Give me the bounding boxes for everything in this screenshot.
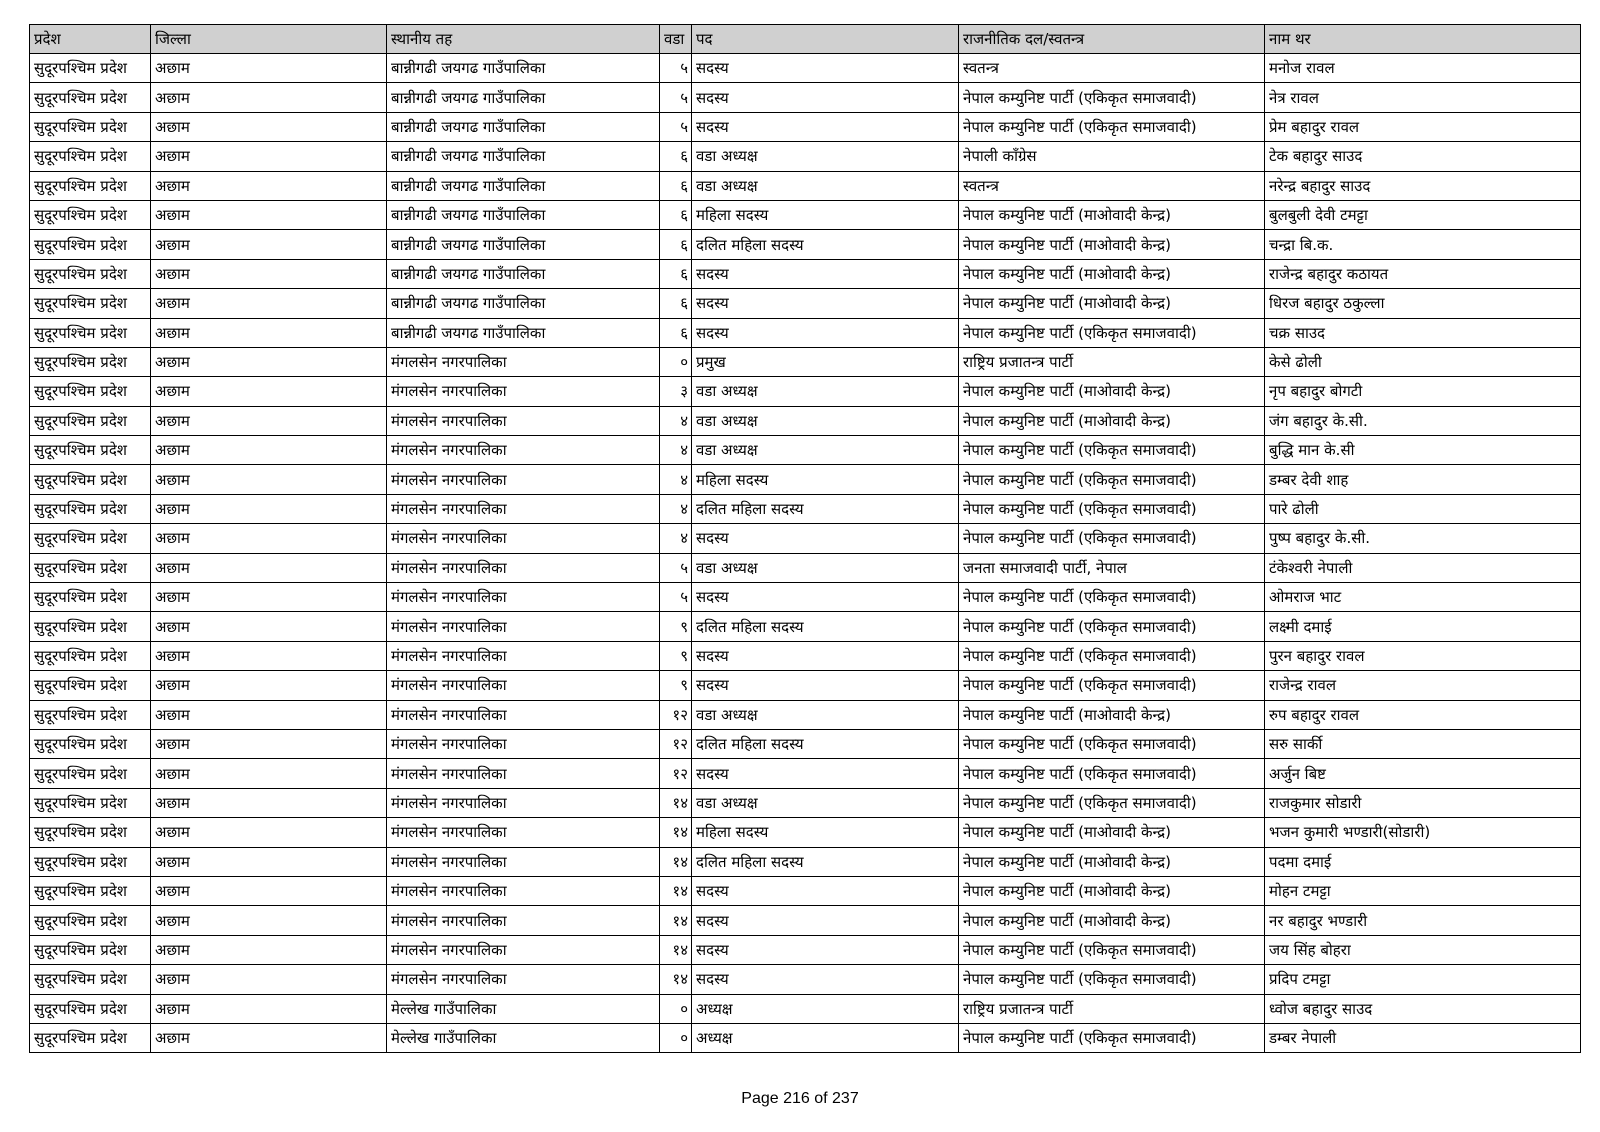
cell-position: दलित महिला सदस्य: [692, 847, 959, 876]
cell-local-level: मंगलसेन नगरपालिका: [387, 347, 660, 376]
cell-province: सुदूरपश्चिम प्रदेश: [30, 259, 151, 288]
cell-ward: ९: [660, 612, 692, 641]
cell-district: अछाम: [151, 994, 387, 1023]
cell-district: अछाम: [151, 583, 387, 612]
cell-local-level: बान्नीगढी जयगढ गाउँपालिका: [387, 200, 660, 229]
results-table: [29, 24, 1581, 1053]
cell-position: सदस्य: [692, 83, 959, 112]
cell-local-level: मंगलसेन नगरपालिका: [387, 847, 660, 876]
cell-district: अछाम: [151, 436, 387, 465]
cell-ward: १४: [660, 876, 692, 905]
table-row: [30, 1023, 1581, 1052]
cell-position: सदस्य: [692, 54, 959, 83]
table-row: [30, 436, 1581, 465]
cell-party: नेपाल कम्युनिष्ट पार्टी (एकिकृत समाजवादी): [959, 612, 1265, 641]
cell-ward: ६: [660, 200, 692, 229]
cell-name: चक्र साउद: [1265, 318, 1581, 347]
cell-province: सुदूरपश्चिम प्रदेश: [30, 289, 151, 318]
cell-local-level: मंगलसेन नगरपालिका: [387, 553, 660, 582]
cell-ward: ६: [660, 289, 692, 318]
cell-ward: ४: [660, 436, 692, 465]
table-row: [30, 906, 1581, 935]
cell-district: अछाम: [151, 612, 387, 641]
table-row: [30, 112, 1581, 141]
table-row: [30, 259, 1581, 288]
cell-local-level: बान्नीगढी जयगढ गाउँपालिका: [387, 54, 660, 83]
table-row: [30, 935, 1581, 964]
cell-ward: ०: [660, 1023, 692, 1052]
cell-position: वडा अध्यक्ष: [692, 553, 959, 582]
cell-local-level: मंगलसेन नगरपालिका: [387, 788, 660, 817]
cell-province: सुदूरपश्चिम प्रदेश: [30, 83, 151, 112]
cell-province: सुदूरपश्चिम प्रदेश: [30, 377, 151, 406]
cell-district: अछाम: [151, 641, 387, 670]
cell-party: नेपाल कम्युनिष्ट पार्टी (एकिकृत समाजवादी): [959, 112, 1265, 141]
table-row: [30, 171, 1581, 200]
cell-party: नेपाल कम्युनिष्ट पार्टी (एकिकृत समाजवादी): [959, 641, 1265, 670]
cell-local-level: मंगलसेन नगरपालिका: [387, 377, 660, 406]
cell-province: सुदूरपश्चिम प्रदेश: [30, 700, 151, 729]
cell-name: राजकुमार सोडारी: [1265, 788, 1581, 817]
cell-province: सुदूरपश्चिम प्रदेश: [30, 583, 151, 612]
column-header-party: राजनीतिक दल/स्वतन्त्र: [959, 25, 1265, 54]
cell-local-level: मंगलसेन नगरपालिका: [387, 965, 660, 994]
cell-party: नेपाल कम्युनिष्ट पार्टी (एकिकृत समाजवादी): [959, 583, 1265, 612]
cell-name: केसे ढोली: [1265, 347, 1581, 376]
cell-party: नेपाल कम्युनिष्ट पार्टी (माओवादी केन्द्र): [959, 700, 1265, 729]
cell-province: सुदूरपश्चिम प्रदेश: [30, 818, 151, 847]
cell-province: सुदूरपश्चिम प्रदेश: [30, 847, 151, 876]
cell-district: अछाम: [151, 318, 387, 347]
cell-party: नेपाल कम्युनिष्ट पार्टी (माओवादी केन्द्र): [959, 259, 1265, 288]
cell-position: प्रमुख: [692, 347, 959, 376]
cell-district: अछाम: [151, 906, 387, 935]
cell-position: वडा अध्यक्ष: [692, 171, 959, 200]
cell-name: पुष्प बहादुर के.सी.: [1265, 524, 1581, 553]
cell-name: नर बहादुर भण्डारी: [1265, 906, 1581, 935]
cell-district: अछाम: [151, 289, 387, 318]
cell-name: जय सिंह बोहरा: [1265, 935, 1581, 964]
cell-position: वडा अध्यक्ष: [692, 788, 959, 817]
cell-party: नेपाल कम्युनिष्ट पार्टी (एकिकृत समाजवादी): [959, 83, 1265, 112]
table-row: [30, 818, 1581, 847]
cell-position: सदस्य: [692, 289, 959, 318]
cell-province: सुदूरपश्चिम प्रदेश: [30, 729, 151, 758]
cell-party: नेपाल कम्युनिष्ट पार्टी (एकिकृत समाजवादी): [959, 671, 1265, 700]
cell-province: सुदूरपश्चिम प्रदेश: [30, 994, 151, 1023]
cell-name: डम्बर देवी शाह: [1265, 465, 1581, 494]
cell-district: अछाम: [151, 142, 387, 171]
table-row: [30, 788, 1581, 817]
cell-district: अछाम: [151, 847, 387, 876]
table-row: [30, 729, 1581, 758]
page-footer: Page 216 of 237: [741, 1090, 859, 1107]
cell-local-level: मंगलसेन नगरपालिका: [387, 906, 660, 935]
cell-district: अछाम: [151, 377, 387, 406]
cell-name: नृप बहादुर बोगटी: [1265, 377, 1581, 406]
cell-ward: १४: [660, 788, 692, 817]
cell-local-level: मंगलसेन नगरपालिका: [387, 700, 660, 729]
cell-name: नरेन्द्र बहादुर साउद: [1265, 171, 1581, 200]
cell-district: अछाम: [151, 759, 387, 788]
cell-ward: १४: [660, 935, 692, 964]
cell-ward: १४: [660, 847, 692, 876]
cell-province: सुदूरपश्चिम प्रदेश: [30, 612, 151, 641]
cell-position: सदस्य: [692, 876, 959, 905]
cell-position: सदस्य: [692, 641, 959, 670]
table-row: [30, 876, 1581, 905]
cell-ward: ३: [660, 377, 692, 406]
table-row: [30, 200, 1581, 229]
column-header-province: प्रदेश: [30, 25, 151, 54]
cell-name: ध्वोज बहादुर साउद: [1265, 994, 1581, 1023]
cell-province: सुदूरपश्चिम प्रदेश: [30, 671, 151, 700]
cell-ward: ४: [660, 494, 692, 523]
cell-party: नेपाल कम्युनिष्ट पार्टी (माओवादी केन्द्र): [959, 377, 1265, 406]
cell-party: राष्ट्रिय प्रजातन्त्र पार्टी: [959, 994, 1265, 1023]
cell-ward: ५: [660, 553, 692, 582]
cell-local-level: मंगलसेन नगरपालिका: [387, 876, 660, 905]
cell-ward: ६: [660, 259, 692, 288]
cell-local-level: मंगलसेन नगरपालिका: [387, 759, 660, 788]
cell-party: नेपाल कम्युनिष्ट पार्टी (एकिकृत समाजवादी): [959, 465, 1265, 494]
column-header-local-level: स्थानीय तह: [387, 25, 660, 54]
cell-local-level: मंगलसेन नगरपालिका: [387, 729, 660, 758]
cell-ward: ०: [660, 347, 692, 376]
cell-ward: ०: [660, 994, 692, 1023]
cell-local-level: मंगलसेन नगरपालिका: [387, 612, 660, 641]
cell-name: भजन कुमारी भण्डारी(सोडारी): [1265, 818, 1581, 847]
cell-party: नेपाल कम्युनिष्ट पार्टी (माओवादी केन्द्र): [959, 289, 1265, 318]
cell-ward: ५: [660, 112, 692, 141]
cell-local-level: मंगलसेन नगरपालिका: [387, 436, 660, 465]
table-row: [30, 553, 1581, 582]
cell-party: नेपाल कम्युनिष्ट पार्टी (माओवादी केन्द्र): [959, 818, 1265, 847]
table-row: [30, 994, 1581, 1023]
cell-district: अछाम: [151, 553, 387, 582]
cell-district: अछाम: [151, 876, 387, 905]
cell-local-level: मंगलसेन नगरपालिका: [387, 641, 660, 670]
cell-local-level: मेल्लेख गाउँपालिका: [387, 1023, 660, 1052]
cell-district: अछाम: [151, 524, 387, 553]
cell-province: सुदूरपश्चिम प्रदेश: [30, 494, 151, 523]
table-row: [30, 965, 1581, 994]
cell-name: बुद्धि मान के.सी: [1265, 436, 1581, 465]
cell-local-level: बान्नीगढी जयगढ गाउँपालिका: [387, 142, 660, 171]
cell-name: चन्द्रा बि.क.: [1265, 230, 1581, 259]
cell-position: सदस्य: [692, 759, 959, 788]
table-row: [30, 612, 1581, 641]
cell-local-level: बान्नीगढी जयगढ गाउँपालिका: [387, 318, 660, 347]
cell-position: महिला सदस्य: [692, 818, 959, 847]
cell-party: नेपाल कम्युनिष्ट पार्टी (एकिकृत समाजवादी): [959, 1023, 1265, 1052]
cell-district: अछाम: [151, 259, 387, 288]
cell-name: सरु सार्की: [1265, 729, 1581, 758]
table-row: [30, 700, 1581, 729]
cell-party: नेपाल कम्युनिष्ट पार्टी (एकिकृत समाजवादी): [959, 318, 1265, 347]
cell-position: सदस्य: [692, 259, 959, 288]
table-body: [30, 54, 1581, 1053]
cell-name: लक्ष्मी दमाई: [1265, 612, 1581, 641]
cell-ward: १४: [660, 818, 692, 847]
cell-local-level: मंगलसेन नगरपालिका: [387, 494, 660, 523]
table-row: [30, 494, 1581, 523]
cell-district: अछाम: [151, 200, 387, 229]
cell-party: नेपाली काँग्रेस: [959, 142, 1265, 171]
cell-ward: ४: [660, 465, 692, 494]
cell-party: नेपाल कम्युनिष्ट पार्टी (एकिकृत समाजवादी): [959, 759, 1265, 788]
cell-name: पारे ढोली: [1265, 494, 1581, 523]
cell-party: नेपाल कम्युनिष्ट पार्टी (माओवादी केन्द्र): [959, 230, 1265, 259]
cell-position: सदस्य: [692, 671, 959, 700]
cell-party: राष्ट्रिय प्रजातन्त्र पार्टी: [959, 347, 1265, 376]
cell-position: सदस्य: [692, 318, 959, 347]
table-row: [30, 583, 1581, 612]
cell-local-level: मंगलसेन नगरपालिका: [387, 818, 660, 847]
cell-position: अध्यक्ष: [692, 994, 959, 1023]
cell-local-level: मंगलसेन नगरपालिका: [387, 583, 660, 612]
cell-province: सुदूरपश्चिम प्रदेश: [30, 171, 151, 200]
table-header-row: [30, 25, 1581, 54]
cell-ward: १२: [660, 700, 692, 729]
cell-party: नेपाल कम्युनिष्ट पार्टी (माओवादी केन्द्र): [959, 847, 1265, 876]
cell-local-level: बान्नीगढी जयगढ गाउँपालिका: [387, 259, 660, 288]
cell-province: सुदूरपश्चिम प्रदेश: [30, 112, 151, 141]
cell-name: ओमराज भाट: [1265, 583, 1581, 612]
cell-local-level: मेल्लेख गाउँपालिका: [387, 994, 660, 1023]
cell-local-level: मंगलसेन नगरपालिका: [387, 524, 660, 553]
cell-province: सुदूरपश्चिम प्रदेश: [30, 788, 151, 817]
cell-district: अछाम: [151, 729, 387, 758]
cell-local-level: मंगलसेन नगरपालिका: [387, 406, 660, 435]
cell-district: अछाम: [151, 935, 387, 964]
cell-name: अर्जुन बिष्ट: [1265, 759, 1581, 788]
cell-district: अछाम: [151, 1023, 387, 1052]
cell-district: अछाम: [151, 112, 387, 141]
cell-ward: ९: [660, 671, 692, 700]
cell-position: वडा अध्यक्ष: [692, 406, 959, 435]
table-row: [30, 289, 1581, 318]
cell-district: अछाम: [151, 54, 387, 83]
cell-position: सदस्य: [692, 583, 959, 612]
cell-ward: १२: [660, 759, 692, 788]
table-row: [30, 847, 1581, 876]
cell-position: वडा अध्यक्ष: [692, 142, 959, 171]
cell-province: सुदूरपश्चिम प्रदेश: [30, 524, 151, 553]
cell-party: नेपाल कम्युनिष्ट पार्टी (माओवादी केन्द्र): [959, 906, 1265, 935]
cell-ward: ९: [660, 641, 692, 670]
cell-local-level: मंगलसेन नगरपालिका: [387, 935, 660, 964]
results-sheet: [29, 24, 1580, 1053]
cell-party: नेपाल कम्युनिष्ट पार्टी (माओवादी केन्द्र): [959, 200, 1265, 229]
cell-local-level: बान्नीगढी जयगढ गाउँपालिका: [387, 83, 660, 112]
cell-ward: ५: [660, 583, 692, 612]
table-row: [30, 230, 1581, 259]
cell-name: रुप बहादुर रावल: [1265, 700, 1581, 729]
cell-ward: ४: [660, 406, 692, 435]
cell-party: नेपाल कम्युनिष्ट पार्टी (एकिकृत समाजवादी): [959, 436, 1265, 465]
table-row: [30, 142, 1581, 171]
cell-district: अछाम: [151, 671, 387, 700]
cell-position: वडा अध्यक्ष: [692, 436, 959, 465]
cell-ward: ४: [660, 524, 692, 553]
table-row: [30, 759, 1581, 788]
cell-district: अछाम: [151, 406, 387, 435]
cell-name: राजेन्द्र बहादुर कठायत: [1265, 259, 1581, 288]
cell-province: सुदूरपश्चिम प्रदेश: [30, 906, 151, 935]
cell-province: सुदूरपश्चिम प्रदेश: [30, 436, 151, 465]
cell-position: दलित महिला सदस्य: [692, 729, 959, 758]
cell-position: महिला सदस्य: [692, 465, 959, 494]
column-header-district: जिल्ला: [151, 25, 387, 54]
cell-party: जनता समाजवादी पार्टी, नेपाल: [959, 553, 1265, 582]
cell-name: धिरज बहादुर ठकुल्ला: [1265, 289, 1581, 318]
cell-party: नेपाल कम्युनिष्ट पार्टी (एकिकृत समाजवादी): [959, 494, 1265, 523]
cell-province: सुदूरपश्चिम प्रदेश: [30, 553, 151, 582]
table-row: [30, 671, 1581, 700]
cell-district: अछाम: [151, 494, 387, 523]
cell-position: सदस्य: [692, 906, 959, 935]
cell-province: सुदूरपश्चिम प्रदेश: [30, 406, 151, 435]
cell-district: अछाम: [151, 230, 387, 259]
cell-name: नेत्र रावल: [1265, 83, 1581, 112]
cell-party: नेपाल कम्युनिष्ट पार्टी (एकिकृत समाजवादी): [959, 788, 1265, 817]
cell-position: सदस्य: [692, 965, 959, 994]
column-header-name: नाम थर: [1265, 25, 1581, 54]
cell-district: अछाम: [151, 171, 387, 200]
cell-ward: ६: [660, 318, 692, 347]
cell-party: स्वतन्त्र: [959, 54, 1265, 83]
cell-party: नेपाल कम्युनिष्ट पार्टी (माओवादी केन्द्र): [959, 406, 1265, 435]
cell-name: जंग बहादुर के.सी.: [1265, 406, 1581, 435]
table-row: [30, 318, 1581, 347]
cell-position: अध्यक्ष: [692, 1023, 959, 1052]
cell-ward: ६: [660, 230, 692, 259]
cell-local-level: मंगलसेन नगरपालिका: [387, 671, 660, 700]
cell-party: नेपाल कम्युनिष्ट पार्टी (एकिकृत समाजवादी): [959, 729, 1265, 758]
cell-position: दलित महिला सदस्य: [692, 230, 959, 259]
cell-position: वडा अध्यक्ष: [692, 700, 959, 729]
cell-province: सुदूरपश्चिम प्रदेश: [30, 318, 151, 347]
cell-position: सदस्य: [692, 935, 959, 964]
cell-name: टंकेश्वरी नेपाली: [1265, 553, 1581, 582]
cell-name: टेक बहादुर साउद: [1265, 142, 1581, 171]
cell-local-level: बान्नीगढी जयगढ गाउँपालिका: [387, 230, 660, 259]
cell-party: नेपाल कम्युनिष्ट पार्टी (एकिकृत समाजवादी): [959, 524, 1265, 553]
table-row: [30, 377, 1581, 406]
cell-ward: १४: [660, 906, 692, 935]
cell-district: अछाम: [151, 347, 387, 376]
cell-party: नेपाल कम्युनिष्ट पार्टी (माओवादी केन्द्र): [959, 876, 1265, 905]
table-row: [30, 347, 1581, 376]
cell-name: पुरन बहादुर रावल: [1265, 641, 1581, 670]
cell-ward: ६: [660, 142, 692, 171]
cell-district: अछाम: [151, 465, 387, 494]
cell-position: सदस्य: [692, 524, 959, 553]
cell-district: अछाम: [151, 818, 387, 847]
cell-province: सुदूरपश्चिम प्रदेश: [30, 759, 151, 788]
cell-ward: १२: [660, 729, 692, 758]
cell-party: स्वतन्त्र: [959, 171, 1265, 200]
cell-position: सदस्य: [692, 112, 959, 141]
cell-province: सुदूरपश्चिम प्रदेश: [30, 935, 151, 964]
cell-province: सुदूरपश्चिम प्रदेश: [30, 465, 151, 494]
cell-district: अछाम: [151, 83, 387, 112]
cell-province: सुदूरपश्चिम प्रदेश: [30, 347, 151, 376]
cell-ward: ५: [660, 83, 692, 112]
cell-local-level: मंगलसेन नगरपालिका: [387, 465, 660, 494]
cell-position: दलित महिला सदस्य: [692, 612, 959, 641]
cell-name: राजेन्द्र रावल: [1265, 671, 1581, 700]
cell-province: सुदूरपश्चिम प्रदेश: [30, 230, 151, 259]
cell-district: अछाम: [151, 788, 387, 817]
cell-name: डम्बर नेपाली: [1265, 1023, 1581, 1052]
table-row: [30, 641, 1581, 670]
table-row: [30, 54, 1581, 83]
table-row: [30, 406, 1581, 435]
column-header-position: पद: [692, 25, 959, 54]
cell-name: पदमा दमाई: [1265, 847, 1581, 876]
cell-district: अछाम: [151, 965, 387, 994]
cell-position: दलित महिला सदस्य: [692, 494, 959, 523]
cell-name: बुलबुली देवी टमट्टा: [1265, 200, 1581, 229]
cell-ward: ५: [660, 54, 692, 83]
cell-party: नेपाल कम्युनिष्ट पार्टी (एकिकृत समाजवादी): [959, 935, 1265, 964]
table-row: [30, 465, 1581, 494]
cell-position: वडा अध्यक्ष: [692, 377, 959, 406]
cell-local-level: बान्नीगढी जयगढ गाउँपालिका: [387, 112, 660, 141]
cell-province: सुदूरपश्चिम प्रदेश: [30, 54, 151, 83]
cell-local-level: बान्नीगढी जयगढ गाउँपालिका: [387, 289, 660, 318]
cell-position: महिला सदस्य: [692, 200, 959, 229]
column-header-ward: वडा: [660, 25, 692, 54]
table-row: [30, 83, 1581, 112]
cell-province: सुदूरपश्चिम प्रदेश: [30, 142, 151, 171]
cell-province: सुदूरपश्चिम प्रदेश: [30, 200, 151, 229]
cell-ward: ६: [660, 171, 692, 200]
cell-party: नेपाल कम्युनिष्ट पार्टी (एकिकृत समाजवादी): [959, 965, 1265, 994]
cell-province: सुदूरपश्चिम प्रदेश: [30, 1023, 151, 1052]
cell-name: प्रेम बहादुर रावल: [1265, 112, 1581, 141]
cell-province: सुदूरपश्चिम प्रदेश: [30, 876, 151, 905]
cell-province: सुदूरपश्चिम प्रदेश: [30, 641, 151, 670]
cell-province: सुदूरपश्चिम प्रदेश: [30, 965, 151, 994]
cell-name: प्रदिप टमट्टा: [1265, 965, 1581, 994]
table-row: [30, 524, 1581, 553]
cell-district: अछाम: [151, 700, 387, 729]
cell-ward: १४: [660, 965, 692, 994]
cell-name: मनोज रावल: [1265, 54, 1581, 83]
cell-name: मोहन टमट्टा: [1265, 876, 1581, 905]
cell-local-level: बान्नीगढी जयगढ गाउँपालिका: [387, 171, 660, 200]
